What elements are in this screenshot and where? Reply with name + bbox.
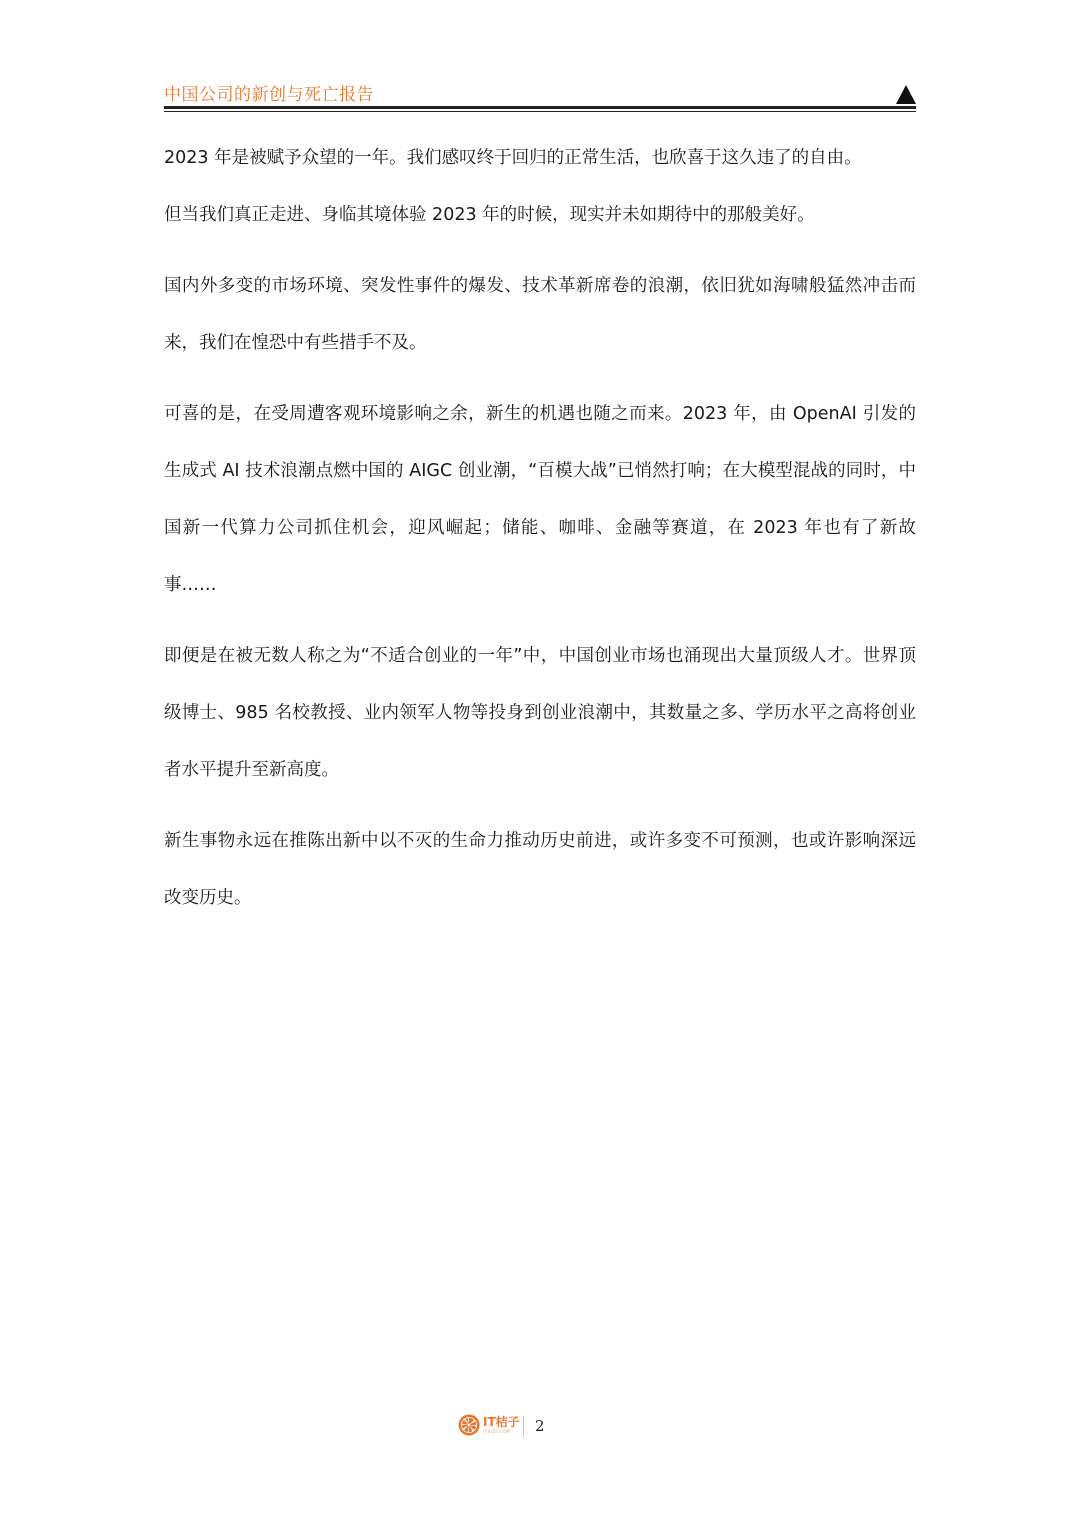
page-footer [0, 1410, 1080, 1444]
logo-name: IT桔子 [483, 1415, 520, 1429]
paragraph-3: 国内外多变的市场环境、突发性事件的爆发、技术革新席卷的浪潮，依旧犹如海啸般猛然冲击而来，我们在惶恐中有些措手不及。 [164, 276, 916, 353]
body-text [164, 130, 916, 941]
paragraph-1: 2023 年是被赋予众望的一年。我们感叹终于回归的正常生活，也欣喜于这久违了的自由。 [164, 148, 862, 168]
orange-slice-logo-icon [458, 1414, 480, 1436]
report-title: 中国公司的新创与死亡报告 [164, 85, 374, 105]
paragraph-2: 但当我们真正走进、身临其境体验 2023 年的时候，现实并未如期待中的那般美好。 [164, 205, 815, 225]
paragraph-6: 新生事物永远在推陈出新中以不灭的生命力推动历史前进，或许多变不可预测，也或许影响深远改变历史。 [164, 831, 916, 908]
header-divider-thick [164, 106, 916, 109]
paragraph-5: 即便是在被无数人称之为“不适合创业的一年”中，中国创业市场也涌现出大量顶级人才。世界顶级博士、985 名校教授、业内领军人物等投身到创业浪潮中，其数量之多、学历水平之高将创业者水平提升至新高度。 [164, 646, 916, 780]
paragraph-4: 可喜的是，在受周遭客观环境影响之余，新生的机遇也随之而来。2023 年，由 OpenAI 引发的生成式 AI 技术浪潮点燃中国的 AIGC 创业潮，“百模大战”已悄然打响；在大模型混战的同时，中国新一代算力公司抓住机会，迎风崛起；储能、咖啡、金融等赛道，在 2023 年也有了新故事…… [164, 404, 916, 595]
logo-subtitle: ITJUZI.COM [483, 1429, 511, 1434]
itjuzi-logo [458, 1414, 520, 1436]
header-divider-thin [164, 111, 916, 112]
footer-divider [523, 1416, 524, 1438]
page-number: 2 [535, 1417, 545, 1435]
triangle-up-icon [896, 85, 916, 104]
